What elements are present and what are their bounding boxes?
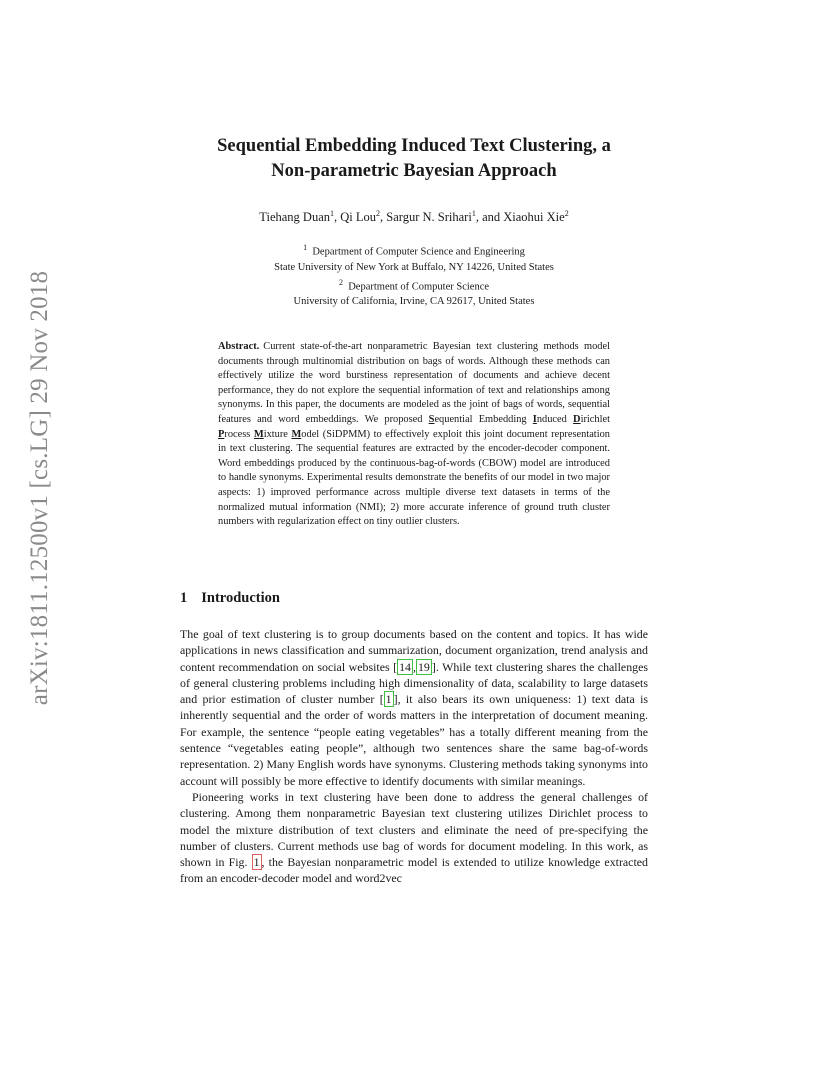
author-separator: , [380, 210, 387, 225]
paper-title [180, 134, 648, 184]
author-1-affil: 1 [330, 209, 335, 218]
author-separator: , and [475, 210, 504, 225]
paragraph-text: Pioneering works in text clustering have been done to address the general challenges of clustering. Among them nonparametric Bayesian text clustering utilizes Dirichlet process to model the mixture distribution of text clusters and eliminate the need of pre-specifying the number of clusters. Current methods use bag of words for document modeling. In this work, as shown in Fig. [180, 789, 648, 870]
citation-bracket: [ [379, 692, 384, 707]
affiliation-2-dept [180, 275, 648, 295]
citation-link[interactable]: 19 [417, 659, 430, 674]
arxiv-side-stamp [18, 270, 62, 706]
paragraph-text: The goal of text clustering is to group documents based on the content and topics. It has wide applications in news classification and summarization, document organization, trend analysis and content recommendation on social websites [180, 627, 648, 674]
abstract-text: ixture [263, 428, 292, 440]
author-4-affil: 2 [564, 209, 569, 218]
abstract [218, 340, 610, 530]
section-number: 1 [180, 590, 188, 606]
citation-link[interactable]: 14 [399, 659, 411, 674]
acronym-letter: M [291, 428, 302, 440]
author-list [180, 209, 648, 225]
author-4: Xiaohui Xie [503, 210, 565, 225]
affiliation-1-address: State University of New York at Buffalo, NY 14226, United States [274, 261, 554, 273]
citation-bracket: ] [431, 659, 436, 674]
citation-bracket: [ [393, 659, 398, 674]
author-separator: , [334, 210, 341, 225]
author-1: Tiehang Duan [259, 210, 331, 225]
affiliations [180, 240, 648, 309]
section-title: Introduction [201, 590, 280, 606]
abstract-text: odel (SiDPMM) to effectively exploit this joint document representation in text clustering. The sequential features are extracted by the encoder-decoder component. Word embeddings produced by the continuous-bag-of-words (CBOW) model are introduced to handle synonyms. Experimental results demonstrate the benefits of our model in two major aspects: 1) improved performance across multiple diverse text datasets in terms of the normalized mutual information (NMI); 2) more accurate inference of ground truth cluster numbers with regularization effect on tiny outlier clusters. [218, 428, 610, 528]
acronym-letter: M [253, 428, 264, 440]
author-2: Qi Lou [340, 210, 377, 225]
acronym-letter: D [573, 413, 581, 425]
abstract-text: rocess [224, 428, 254, 440]
affiliation-1-marker: 1 [303, 243, 308, 252]
affiliation-2-address: University of California, Irvine, CA 92617, United States [293, 296, 535, 307]
acronym-letter: S [428, 413, 435, 425]
abstract-text: equential Embedding [434, 413, 533, 425]
figure-reference-link[interactable]: 1 [253, 855, 260, 870]
affiliation-1-dept [180, 240, 648, 260]
affiliation-1-name: Department of Computer Science and Engineering [312, 246, 525, 258]
citation-bracket: ] [393, 692, 398, 707]
abstract-text: Current state-of-the-art nonparametric Bayesian text clustering methods model documents through multinomial distribution on bags of words. Although these methods can effectively utilize the word burstiness representation of documents and achieve decent performance, they do not explore the sequential information of text and relationships among synonyms. In this paper, the documents are modeled as the joint of bags of words, sequential features and word embeddings. We proposed [218, 341, 610, 425]
paragraph-1 [180, 626, 648, 789]
acronym-letter: P [218, 428, 225, 440]
title-line-2: Non-parametric Bayesian Approach [271, 161, 557, 181]
section-heading [180, 590, 280, 607]
abstract-text: irichlet [580, 413, 610, 425]
author-3-affil: 1 [471, 209, 476, 218]
paragraph-text: . While text clustering shares the challenges of general clustering problems including high dimensionality of data, scalability to large datasets and prior estimation of cluster number [180, 659, 648, 707]
citation-link[interactable]: 1 [385, 692, 392, 707]
paragraph-text: , the Bayesian nonparametric model is extended to utilize knowledge extracted from an encoder-decoder model and word2vec [180, 855, 648, 886]
author-2-affil: 2 [376, 209, 381, 218]
arxiv-identifier: arXiv:1811.12500v1 [cs.LG] 29 Nov 2018 [26, 270, 53, 706]
affiliation-2-name: Department of Computer Science [348, 281, 490, 292]
paragraph-2 [180, 789, 648, 887]
citation-separator: , [413, 659, 416, 674]
abstract-text: nduced [536, 413, 574, 425]
title-line-1: Sequential Embedding Induced Text Clustering, a [217, 136, 611, 156]
author-3: Sargur N. Srihari [386, 210, 472, 225]
abstract-label: Abstract. [218, 341, 260, 352]
paragraph-text: , it also bears its own uniqueness: 1) text data is inherently sequential and the order of words matters in the interpretation of document meaning. For example, the sentence “people eating vegetables” has a totally different meaning from the sentence “vegetables eating people”, although two sentences share the same bag-of-words representation. 2) Many English words have synonyms. Clustering methods taking synonyms into account will possibly be more effective to identify documents with similar meanings. [180, 692, 649, 788]
body-text [180, 626, 648, 887]
affiliation-2-marker: 2 [338, 277, 343, 287]
acronym-letter: I [532, 413, 537, 425]
